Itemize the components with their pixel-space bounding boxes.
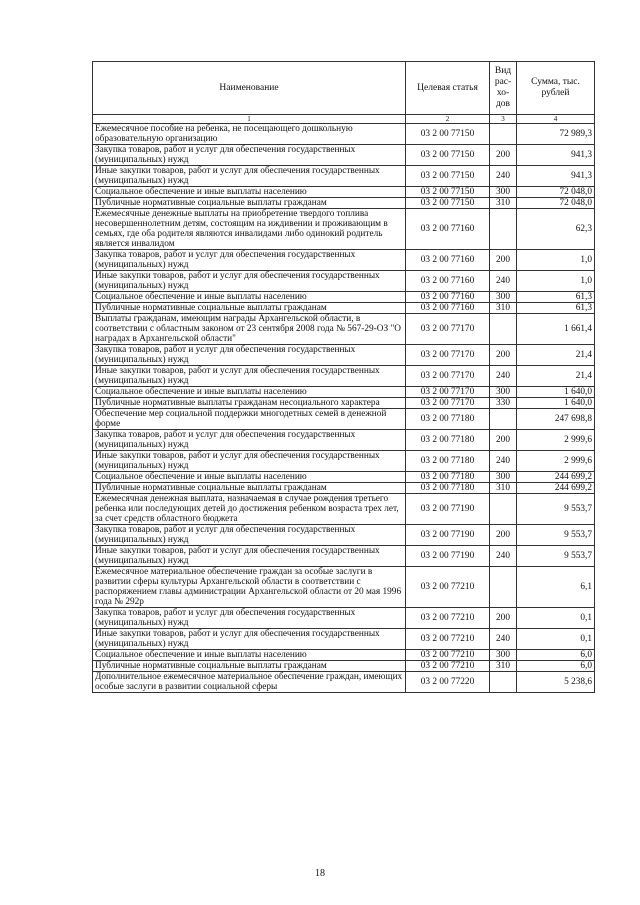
page-number: 18 (315, 868, 325, 879)
table-header-row (93, 62, 595, 115)
row-code: 03 2 00 77180 (406, 483, 490, 494)
row-name: Иные закупки товаров, работ и услуг для обеспечения государственных (муниципальных) нужд (93, 366, 406, 387)
row-vid: 200 (490, 250, 517, 271)
table-row (93, 629, 595, 650)
row-sum: 941,3 (517, 145, 595, 166)
row-name: Ежемесячное материальное обеспечение граждан за особые заслуги в развитии сферы культуры Архангельской области в соответствии с распоряжением главы администрации Архангельской области от 20 мая 1996 года № 292р (93, 567, 406, 608)
row-code: 03 2 00 77150 (406, 166, 490, 187)
row-sum: 244 699,2 (517, 483, 595, 494)
row-sum: 6,1 (517, 567, 595, 608)
row-sum: 72 989,3 (517, 124, 595, 145)
row-vid: 300 (490, 292, 517, 303)
row-code: 03 2 00 77150 (406, 187, 490, 198)
row-code: 03 2 00 77150 (406, 198, 490, 209)
row-code: 03 2 00 77180 (406, 472, 490, 483)
row-sum: 61,3 (517, 303, 595, 314)
row-code: 03 2 00 77210 (406, 661, 490, 672)
row-vid (490, 567, 517, 608)
row-code: 03 2 00 77160 (406, 271, 490, 292)
row-code: 03 2 00 77150 (406, 124, 490, 145)
row-sum: 1 661,4 (517, 314, 595, 345)
table-row (93, 608, 595, 629)
row-sum: 72 048,0 (517, 187, 595, 198)
row-sum: 9 553,7 (517, 525, 595, 546)
table-row (93, 451, 595, 472)
row-code: 03 2 00 77170 (406, 398, 490, 409)
table-row (93, 124, 595, 145)
column-number: 2 (406, 115, 490, 124)
row-vid: 310 (490, 483, 517, 494)
row-sum: 1,0 (517, 271, 595, 292)
row-vid: 300 (490, 472, 517, 483)
column-number: 3 (490, 115, 517, 124)
row-vid (490, 409, 517, 430)
row-name: Публичные нормативные выплаты гражданам несоциального характера (93, 398, 406, 409)
row-sum: 6,0 (517, 661, 595, 672)
table-row (93, 366, 595, 387)
table-row (93, 567, 595, 608)
table-row (93, 409, 595, 430)
row-sum: 2 999,6 (517, 451, 595, 472)
row-name: Иные закупки товаров, работ и услуг для обеспечения государственных (муниципальных) нужд (93, 271, 406, 292)
row-name: Ежемесячная денежная выплата, назначаемая в случае рождения третьего ребенка или последующих детей до достижения ребенком возраста трех лет, за счет средств областного бюджета (93, 494, 406, 525)
row-name: Закупка товаров, работ и услуг для обеспечения государственных (муниципальных) нужд (93, 250, 406, 271)
row-vid: 300 (490, 650, 517, 661)
row-sum: 72 048,0 (517, 198, 595, 209)
row-code: 03 2 00 77160 (406, 209, 490, 250)
row-vid: 200 (490, 345, 517, 366)
table-row (93, 494, 595, 525)
table-row (93, 387, 595, 398)
row-vid: 300 (490, 387, 517, 398)
row-vid: 240 (490, 451, 517, 472)
row-vid: 300 (490, 187, 517, 198)
row-sum: 0,1 (517, 629, 595, 650)
row-vid: 330 (490, 398, 517, 409)
column-number: 4 (517, 115, 595, 124)
row-sum: 2 999,6 (517, 430, 595, 451)
table-row (93, 145, 595, 166)
row-name: Закупка товаров, работ и услуг для обеспечения государственных (муниципальных) нужд (93, 145, 406, 166)
row-code: 03 2 00 77180 (406, 430, 490, 451)
row-sum: 0,1 (517, 608, 595, 629)
row-code: 03 2 00 77170 (406, 366, 490, 387)
row-sum: 62,3 (517, 209, 595, 250)
row-name: Дополнительное ежемесячное материальное обеспечение граждан, имеющих особые заслуги в развитии социальной сферы (93, 672, 406, 693)
table-row (93, 430, 595, 451)
row-code: 03 2 00 77210 (406, 629, 490, 650)
row-name: Социальное обеспечение и иные выплаты населению (93, 650, 406, 661)
table-row (93, 303, 595, 314)
row-code: 03 2 00 77190 (406, 525, 490, 546)
row-name: Публичные нормативные социальные выплаты гражданам (93, 303, 406, 314)
row-vid (490, 124, 517, 145)
table-row (93, 650, 595, 661)
row-name: Публичные нормативные социальные выплаты гражданам (93, 198, 406, 209)
row-name: Социальное обеспечение и иные выплаты населению (93, 472, 406, 483)
row-name: Иные закупки товаров, работ и услуг для обеспечения государственных (муниципальных) нужд (93, 166, 406, 187)
row-name: Иные закупки товаров, работ и услуг для обеспечения государственных (муниципальных) нужд (93, 451, 406, 472)
row-code: 03 2 00 77190 (406, 494, 490, 525)
row-sum: 1 640,0 (517, 398, 595, 409)
row-vid: 240 (490, 546, 517, 567)
table-row (93, 546, 595, 567)
row-vid (490, 672, 517, 693)
row-vid (490, 314, 517, 345)
row-sum: 21,4 (517, 366, 595, 387)
row-sum: 9 553,7 (517, 494, 595, 525)
table-row (93, 661, 595, 672)
row-vid: 240 (490, 271, 517, 292)
row-vid: 310 (490, 661, 517, 672)
row-code: 03 2 00 77210 (406, 650, 490, 661)
row-vid: 310 (490, 303, 517, 314)
table-row (93, 472, 595, 483)
row-code: 03 2 00 77180 (406, 451, 490, 472)
row-vid (490, 494, 517, 525)
row-code: 03 2 00 77170 (406, 387, 490, 398)
row-name: Иные закупки товаров, работ и услуг для обеспечения государственных (муниципальных) нужд (93, 546, 406, 567)
row-name: Социальное обеспечение и иные выплаты населению (93, 292, 406, 303)
row-name: Публичные нормативные социальные выплаты гражданам (93, 483, 406, 494)
row-name: Закупка товаров, работ и услуг для обеспечения государственных (муниципальных) нужд (93, 430, 406, 451)
header-vid: Вид рас-хо-дов (490, 62, 517, 115)
row-sum: 244 699,2 (517, 472, 595, 483)
header-code: Целевая статья (406, 62, 490, 115)
row-sum: 61,3 (517, 292, 595, 303)
row-name: Закупка товаров, работ и услуг для обеспечения государственных (муниципальных) нужд (93, 525, 406, 546)
table-row (93, 314, 595, 345)
row-name: Ежемесячные денежные выплаты на приобретение твердого топлива несовершеннолетним детям, состоящим на иждивении и проживающим в семьях, где оба родителя являются инвалидами либо одинокий родитель является инвалидом (93, 209, 406, 250)
row-code: 03 2 00 77220 (406, 672, 490, 693)
row-code: 03 2 00 77210 (406, 567, 490, 608)
row-name: Закупка товаров, работ и услуг для обеспечения государственных (муниципальных) нужд (93, 608, 406, 629)
row-name: Выплаты гражданам, имеющим награды Архангельской области, в соответствии с областным законом от 23 сентября 2008 года № 567-29-ОЗ "О наградах в Архангельской области" (93, 314, 406, 345)
row-name: Социальное обеспечение и иные выплаты населению (93, 187, 406, 198)
row-code: 03 2 00 77190 (406, 546, 490, 567)
row-sum: 1 640,0 (517, 387, 595, 398)
row-name: Ежемесячное пособие на ребенка, не посещающего дошкольную образовательную организацию (93, 124, 406, 145)
row-code: 03 2 00 77170 (406, 345, 490, 366)
header-name: Наименование (93, 62, 406, 115)
table-row (93, 483, 595, 494)
row-sum: 1,0 (517, 250, 595, 271)
table-row (93, 198, 595, 209)
row-name: Обеспечение мер социальной поддержки многодетных семей в денежной форме (93, 409, 406, 430)
row-name: Иные закупки товаров, работ и услуг для обеспечения государственных (муниципальных) нужд (93, 629, 406, 650)
table-row (93, 398, 595, 409)
table-row (93, 292, 595, 303)
table-row (93, 187, 595, 198)
row-vid: 240 (490, 166, 517, 187)
column-number: 1 (93, 115, 406, 124)
row-vid: 200 (490, 430, 517, 451)
row-vid: 240 (490, 366, 517, 387)
row-vid: 310 (490, 198, 517, 209)
row-sum: 21,4 (517, 345, 595, 366)
row-code: 03 2 00 77210 (406, 608, 490, 629)
row-code: 03 2 00 77160 (406, 303, 490, 314)
row-sum: 6,0 (517, 650, 595, 661)
row-sum: 9 553,7 (517, 546, 595, 567)
row-sum: 247 698,8 (517, 409, 595, 430)
row-code: 03 2 00 77170 (406, 314, 490, 345)
table-row (93, 271, 595, 292)
header-sum: Сумма, тыс. рублей (517, 62, 595, 115)
row-code: 03 2 00 77180 (406, 409, 490, 430)
row-name: Социальное обеспечение и иные выплаты населению (93, 387, 406, 398)
row-vid: 200 (490, 608, 517, 629)
table-row (93, 672, 595, 693)
table-row (93, 250, 595, 271)
table-row (93, 166, 595, 187)
column-number-row (93, 115, 595, 124)
row-code: 03 2 00 77160 (406, 292, 490, 303)
row-vid: 200 (490, 145, 517, 166)
table-row (93, 345, 595, 366)
budget-table (92, 61, 595, 693)
row-name: Публичные нормативные социальные выплаты гражданам (93, 661, 406, 672)
row-vid: 200 (490, 525, 517, 546)
row-vid (490, 209, 517, 250)
row-sum: 941,3 (517, 166, 595, 187)
row-code: 03 2 00 77150 (406, 145, 490, 166)
row-code: 03 2 00 77160 (406, 250, 490, 271)
row-vid: 240 (490, 629, 517, 650)
table-row (93, 525, 595, 546)
table-row (93, 209, 595, 250)
row-name: Закупка товаров, работ и услуг для обеспечения государственных (муниципальных) нужд (93, 345, 406, 366)
row-sum: 5 238,6 (517, 672, 595, 693)
